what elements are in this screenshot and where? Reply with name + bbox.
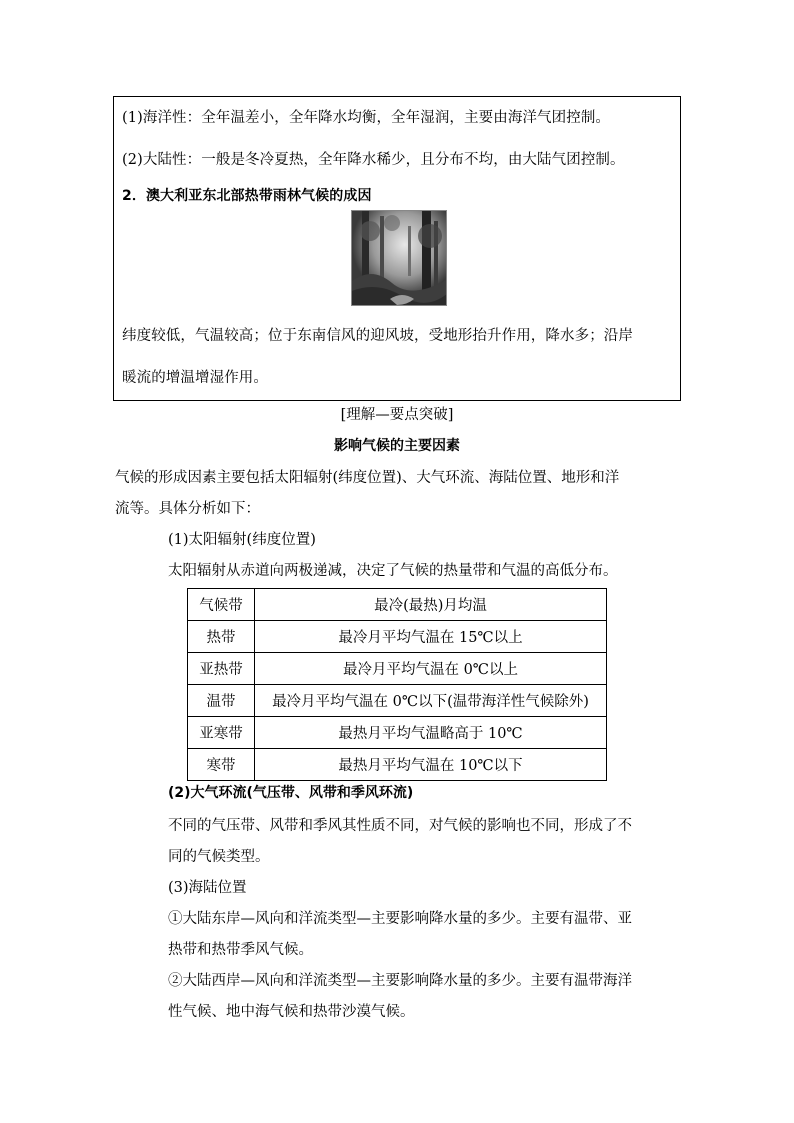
table-cell-zone: 亚热带 (188, 653, 255, 685)
table-header-temperature: 最冷(最热)月均温 (255, 589, 607, 621)
factor3-west-line1: ②大陆西岸—风向和洋流类型—主要影响降水量的多少。主要有温带海洋 (168, 973, 632, 989)
rainforest-heading: 2．澳大利亚东北部热带雨林气候的成因 (122, 188, 372, 204)
table-cell-zone: 温带 (188, 685, 255, 717)
intro-line1: 气候的形成因素主要包括太阳辐射(纬度位置)、大气环流、海陆位置、地形和洋 (115, 470, 620, 486)
rainforest-cause-line1: 纬度较低，气温较高；位于东南信风的迎风坡，受地形抬升作用，降水多；沿岸 (122, 328, 633, 344)
rainforest-image (352, 211, 447, 306)
factor3-east-line2: 热带和热带季风气候。 (168, 942, 313, 958)
intro-line2: 流等。具体分析如下： (115, 501, 260, 517)
factor2-text2: 同的气候类型。 (168, 849, 270, 865)
table-row (188, 717, 607, 749)
section-tag: [理解—要点突破] (340, 407, 454, 423)
factor2-title: (2)大气环流(气压带、风带和季风环流) (168, 785, 414, 801)
climate-summary-box (113, 96, 681, 401)
table-cell-temperature: 最冷月平均气温在 0℃以下(温带海洋性气候除外) (255, 685, 607, 717)
section-title: 影响气候的主要因素 (334, 438, 460, 454)
table-row (188, 749, 607, 781)
factor1-text: 太阳辐射从赤道向两极递减，决定了气候的热量带和气温的高低分布。 (168, 563, 618, 579)
rainforest-cause-line2: 暖流的增温增湿作用。 (122, 370, 268, 386)
table-cell-temperature: 最热月平均气温略高于 10℃ (255, 717, 607, 749)
table-row (188, 685, 607, 717)
table-row (188, 621, 607, 653)
table-row (188, 653, 607, 685)
table-cell-zone: 亚寒带 (188, 717, 255, 749)
rainforest-photo (351, 210, 447, 306)
table-cell-zone: 热带 (188, 621, 255, 653)
table-cell-temperature: 最冷月平均气温在 0℃以上 (255, 653, 607, 685)
factor1-title: (1)太阳辐射(纬度位置) (168, 532, 316, 548)
table-cell-temperature: 最热月平均气温在 10℃以下 (255, 749, 607, 781)
table-header-zone: 气候带 (188, 589, 255, 621)
factor3-title: (3)海陆位置 (168, 880, 247, 896)
table-header-row (188, 589, 607, 621)
table-cell-zone: 寒带 (188, 749, 255, 781)
factor3-west-line2: 性气候、地中海气候和热带沙漠气候。 (168, 1004, 415, 1020)
table-cell-temperature: 最冷月平均气温在 15℃以上 (255, 621, 607, 653)
continental-climate-line: (2)大陆性：一般是冬冷夏热，全年降水稀少，且分布不均，由大陆气团控制。 (122, 152, 625, 168)
maritime-climate-line: (1)海洋性：全年温差小，全年降水均衡，全年湿润，主要由海洋气团控制。 (122, 110, 611, 126)
climate-zone-table (187, 588, 607, 781)
factor3-east-line1: ①大陆东岸—风向和洋流类型—主要影响降水量的多少。主要有温带、亚 (168, 911, 632, 927)
factor2-text1: 不同的气压带、风带和季风其性质不同，对气候的影响也不同，形成了不 (168, 818, 632, 834)
